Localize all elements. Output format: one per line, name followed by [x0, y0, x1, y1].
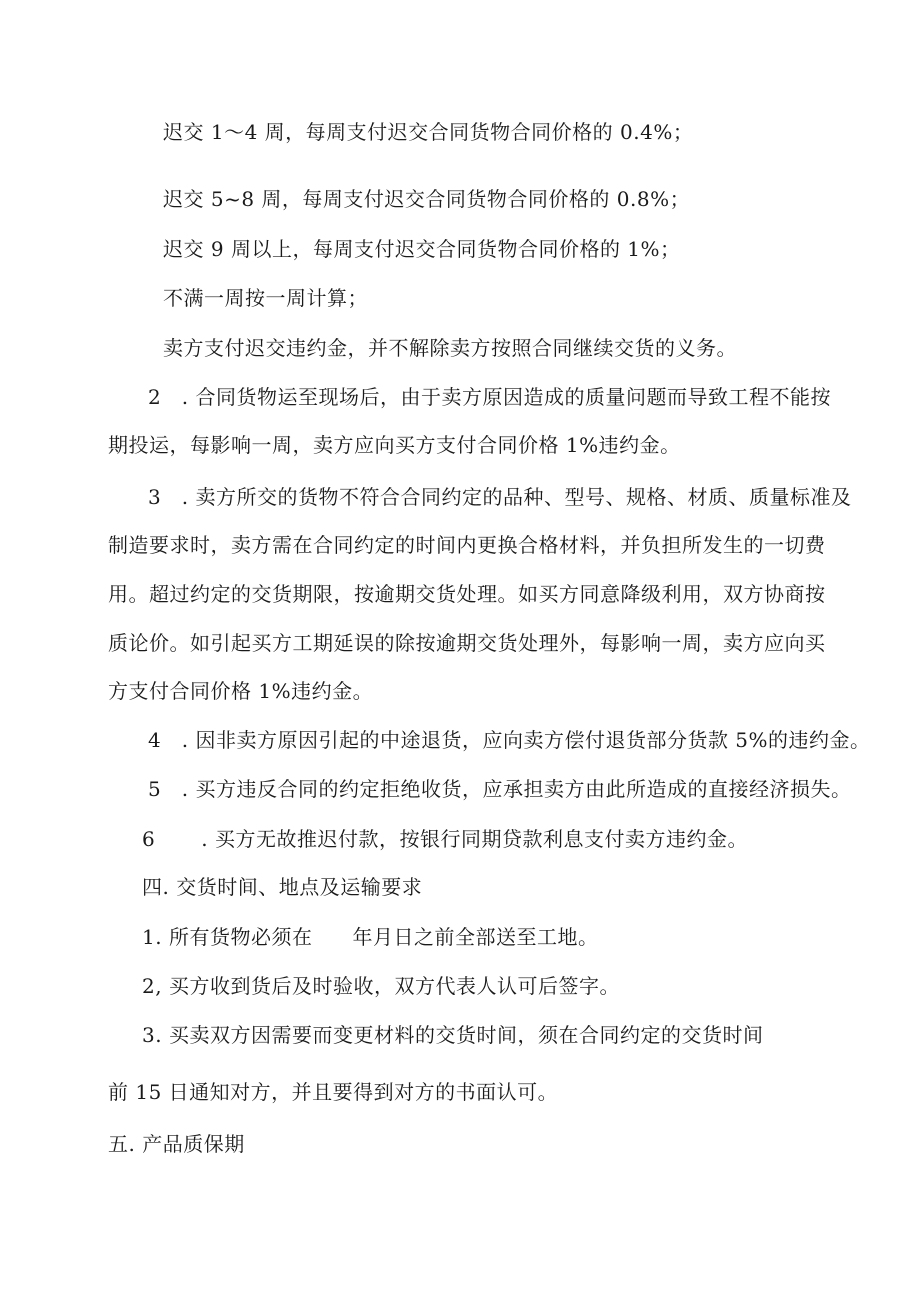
- clause-2-line-1: 2 . 合同货物运至现场后，由于卖方原因造成的质量问题而导致工程不能按: [148, 385, 831, 409]
- clause-6-number: 6: [142, 827, 156, 851]
- penalty-week-1-4: 迟交 1～4 周，每周支付迟交合同货物合同价格的 0.4%；: [163, 120, 694, 144]
- clause-2-line-2: 期投运，每影响一周，卖方应向买方支付合同价格 1%违约金。: [108, 433, 681, 457]
- clause-3-line-1: 3 . 卖方所交的货物不符合合同约定的品种、型号、规格、材质、质量标准及: [148, 485, 852, 509]
- clause-4: 4 . 因非卖方原因引起的中途退货，应向卖方偿付退货部分货款 5%的违约金。: [148, 728, 871, 752]
- clause-3-line-4: 质论价。如引起买方工期延误的除按逾期交货处理外，每影响一周，卖方应向买: [108, 631, 826, 655]
- penalty-week-5-8: 迟交 5~8 周，每周支付迟交合同货物合同价格的 0.8%；: [163, 187, 691, 211]
- clause-5: 5 . 买方违反合同的约定拒绝收货，应承担卖方由此所造成的直接经济损失。: [148, 777, 852, 801]
- clause-3-line-5: 方支付合同价格 1%违约金。: [108, 679, 374, 703]
- penalty-obligation: 卖方支付迟交违约金，并不解除卖方按照合同继续交货的义务。: [163, 336, 737, 360]
- clause-3-line-3: 用。超过约定的交货期限，按逾期交货处理。如买方同意降级利用，双方协商按: [108, 582, 826, 606]
- clause-6-text: . 买方无故推迟付款，按银行同期贷款利息支付卖方违约金。: [201, 827, 748, 851]
- section-5-heading: 五. 产品质保期: [108, 1132, 245, 1156]
- section-4-heading: 四. 交货时间、地点及运输要求: [142, 875, 423, 899]
- penalty-week-9-plus: 迟交 9 周以上，每周支付迟交合同货物合同价格的 1%；: [163, 237, 681, 261]
- item-1-prefix: 1. 所有货物必须在: [142, 925, 313, 949]
- clause-3-line-2: 制造要求时，卖方需在合同约定的时间内更换合格材料，并负担所发生的一切费: [108, 533, 826, 557]
- section-4-item-3-line-2: 前 15 日通知对方，并且要得到对方的书面认可。: [108, 1080, 559, 1104]
- penalty-partial-week: 不满一周按一周计算；: [163, 286, 368, 310]
- item-1-suffix: 年月日之前全部送至工地。: [352, 925, 599, 949]
- clause-6: [142, 825, 748, 853]
- section-4-item-1: [142, 923, 598, 951]
- section-4-item-2: 2, 买方收到货后及时验收，双方代表人认可后签字。: [142, 974, 620, 998]
- section-4-item-3-line-1: 3. 买卖双方因需要而变更材料的交货时间，须在合同约定的交货时间: [142, 1023, 764, 1047]
